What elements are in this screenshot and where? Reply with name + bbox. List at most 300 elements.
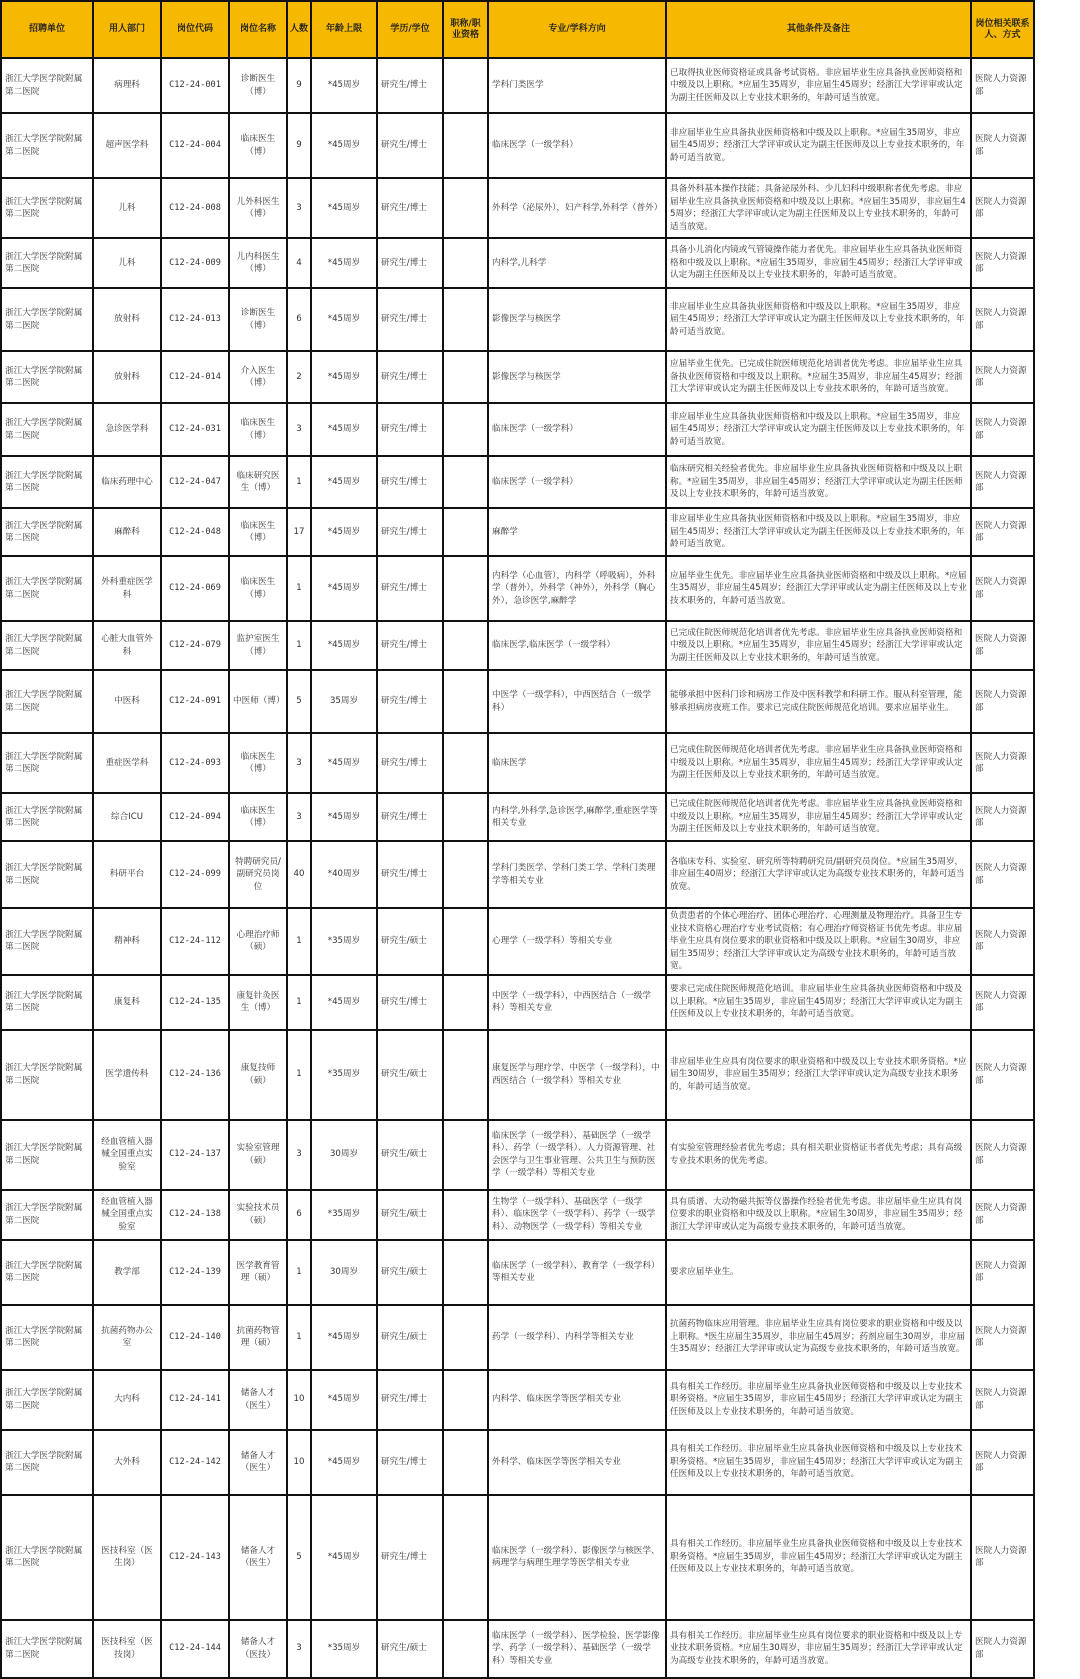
cell-headcount: 4 bbox=[287, 238, 311, 288]
cell-title-qualification bbox=[443, 1430, 488, 1495]
cell-education: 研究生/博士 bbox=[377, 556, 443, 621]
cell-age-limit: 30周岁 bbox=[311, 1240, 377, 1305]
cell-department: 重症医学科 bbox=[93, 733, 161, 793]
cell-title-qualification bbox=[443, 975, 488, 1030]
cell-remarks: 具备小儿消化内镜或气管镜操作能力者优先。非应届毕业生应具备执业医师资格和中级及以上职称。*应届生35周岁，非应届生45周岁；经浙江大学评审或认定为副主任医师及以上专业技术职务的，年龄可适当放宽。 bbox=[666, 238, 971, 288]
cell-position-name: 实验室管理（硕） bbox=[229, 1120, 287, 1190]
cell-age-limit: *35周岁 bbox=[311, 1030, 377, 1120]
cell-contact: 医院人力资源部 bbox=[971, 621, 1034, 670]
cell-title-qualification bbox=[443, 556, 488, 621]
cell-headcount: 1 bbox=[287, 456, 311, 508]
cell-remarks: 临床研究相关经验者优先。非应届毕业生应具备执业医师资格和中级及以上职称。*应届生35周岁，非应届生45周岁；经浙江大学评审或认定为副主任医师及以上专业技术职务的，年龄可适当放宽。 bbox=[666, 456, 971, 508]
cell-remarks: 要求应届毕业生。 bbox=[666, 1240, 971, 1305]
table-row bbox=[1, 351, 1034, 403]
cell-position-code: C12-24-014 bbox=[161, 351, 229, 403]
cell-unit: 浙江大学医学院附属第二医院 bbox=[1, 1305, 93, 1370]
cell-contact: 医院人力资源部 bbox=[971, 733, 1034, 793]
cell-remarks: 有实验室管理经验者优先考虑；具有相关职业资格证书者优先考虑；具有高级专业技术职务的优先考虑。 bbox=[666, 1120, 971, 1190]
cell-unit: 浙江大学医学院附属第二医院 bbox=[1, 288, 93, 351]
cell-contact: 医院人力资源部 bbox=[971, 975, 1034, 1030]
cell-major: 内科学,外科学,急诊医学,麻醉学,重症医学等相关专业 bbox=[488, 793, 666, 841]
cell-contact: 医院人力资源部 bbox=[971, 288, 1034, 351]
table-row bbox=[1, 238, 1034, 288]
cell-remarks: 已完成住院医师规范化培训者优先考虑。非应届毕业生应具备执业医师资格和中级及以上职称。*应届生35周岁，非应届生45周岁；经浙江大学评审或认定为副主任医师及以上专业技术职务的，年龄可适当放宽。 bbox=[666, 621, 971, 670]
cell-title-qualification bbox=[443, 288, 488, 351]
table-row bbox=[1, 1620, 1034, 1678]
cell-unit: 浙江大学医学院附属第二医院 bbox=[1, 975, 93, 1030]
cell-remarks: 具有相关工作经历。非应届毕业生应具备执业医师资格和中级及以上专业技术职务资格。*应届生35周岁，非应届生45周岁；经浙江大学评审或认定为副主任医师及以上专业技术职务的，年龄可适当放宽。 bbox=[666, 1495, 971, 1620]
cell-education: 研究生/硕士 bbox=[377, 1030, 443, 1120]
cell-unit: 浙江大学医学院附属第二医院 bbox=[1, 238, 93, 288]
cell-unit: 浙江大学医学院附属第二医院 bbox=[1, 1620, 93, 1678]
cell-position-code: C12-24-008 bbox=[161, 178, 229, 238]
cell-unit: 浙江大学医学院附属第二医院 bbox=[1, 733, 93, 793]
cell-headcount: 40 bbox=[287, 841, 311, 908]
cell-unit: 浙江大学医学院附属第二医院 bbox=[1, 621, 93, 670]
cell-title-qualification bbox=[443, 841, 488, 908]
cell-education: 研究生/博士 bbox=[377, 733, 443, 793]
cell-department: 教学部 bbox=[93, 1240, 161, 1305]
cell-education: 研究生/博士 bbox=[377, 288, 443, 351]
cell-position-code: C12-24-013 bbox=[161, 288, 229, 351]
cell-headcount: 1 bbox=[287, 908, 311, 975]
cell-department: 经血管植入器械全国重点实验室 bbox=[93, 1120, 161, 1190]
cell-major: 康复医学与理疗学、中医学（一级学科），中西医结合（一级学科）等相关专业 bbox=[488, 1030, 666, 1120]
cell-major: 内科学（心血管），内科学（呼吸病），外科学（普外），外科学（神外），外科学（胸心外），急诊医学,麻醉学 bbox=[488, 556, 666, 621]
column-header-contact: 岗位相关联系人、方式 bbox=[971, 1, 1034, 58]
cell-title-qualification bbox=[443, 670, 488, 733]
cell-major: 临床医学（一级学科） bbox=[488, 403, 666, 456]
cell-age-limit: *45周岁 bbox=[311, 793, 377, 841]
cell-position-code: C12-24-137 bbox=[161, 1120, 229, 1190]
cell-education: 研究生/博士 bbox=[377, 508, 443, 556]
table-row bbox=[1, 621, 1034, 670]
cell-major: 外科学、临床医学等医学相关专业 bbox=[488, 1430, 666, 1495]
column-header-unit: 招聘单位 bbox=[1, 1, 93, 58]
cell-contact: 医院人力资源部 bbox=[971, 670, 1034, 733]
cell-major: 影像医学与核医学 bbox=[488, 351, 666, 403]
table-row bbox=[1, 1370, 1034, 1430]
cell-education: 研究生/博士 bbox=[377, 1370, 443, 1430]
cell-education: 研究生/硕士 bbox=[377, 1620, 443, 1678]
cell-headcount: 9 bbox=[287, 113, 311, 178]
cell-education: 研究生/博士 bbox=[377, 403, 443, 456]
cell-major: 中医学（一级学科），中西医结合（一级学科）等相关专业 bbox=[488, 975, 666, 1030]
cell-position-code: C12-24-112 bbox=[161, 908, 229, 975]
cell-position-code: C12-24-094 bbox=[161, 793, 229, 841]
cell-remarks: 具有质谱、大动物磁共振等仪器操作经验者优先考虑。非应届毕业生应具有岗位要求的职业资格和中级及以上职称。*应届生30周岁，非应届生35周岁；经浙江大学评审或认定为高级专业技术职务的，年龄可适当放宽。 bbox=[666, 1190, 971, 1240]
cell-major: 学科门类医学、学科门类工学、学科门类理学等相关专业 bbox=[488, 841, 666, 908]
column-header-department: 用人部门 bbox=[93, 1, 161, 58]
cell-remarks: 各临床专科、实验室、研究所等特聘研究员/副研究员岗位。*应届生35周岁，非应届生40周岁；经浙江大学评审或认定为高级专业技术职务的，年龄可适当放宽。 bbox=[666, 841, 971, 908]
cell-remarks: 具有相关工作经历。非应届毕业生应具有岗位要求的职业资格和中级及以上专业技术职务资格。*应届生30周岁，非应届生35周岁；经浙江大学评审或认定为高级专业技术职务的，年龄可适当放宽。 bbox=[666, 1620, 971, 1678]
cell-education: 研究生/博士 bbox=[377, 670, 443, 733]
cell-unit: 浙江大学医学院附属第二医院 bbox=[1, 178, 93, 238]
table-row bbox=[1, 841, 1034, 908]
cell-contact: 医院人力资源部 bbox=[971, 238, 1034, 288]
cell-contact: 医院人力资源部 bbox=[971, 908, 1034, 975]
cell-major: 中医学（一级学科），中西医结合（一级学科） bbox=[488, 670, 666, 733]
cell-position-code: C12-24-135 bbox=[161, 975, 229, 1030]
cell-remarks: 已完成住院医师规范化培训者优先考虑。非应届毕业生应具备执业医师资格和中级及以上职称。*应届生35周岁，非应届生45周岁；经浙江大学评审或认定为副主任医师及以上专业技术职务的，年龄可适当放宽。 bbox=[666, 733, 971, 793]
cell-education: 研究生/博士 bbox=[377, 975, 443, 1030]
cell-major: 临床医学（一级学科）、医学检验、医学影像学、药学（一级学科）、基础医学（一级学科）等相关专业 bbox=[488, 1620, 666, 1678]
cell-age-limit: *45周岁 bbox=[311, 238, 377, 288]
cell-contact: 医院人力资源部 bbox=[971, 113, 1034, 178]
cell-remarks: 具有相关工作经历。非应届毕业生应具备执业医师资格和中级及以上专业技术职务资格。*应届生35周岁，非应届生45周岁；经浙江大学评审或认定为副主任医师及以上专业技术职务的，年龄可适当放宽。 bbox=[666, 1370, 971, 1430]
table-row bbox=[1, 793, 1034, 841]
table-row bbox=[1, 908, 1034, 975]
cell-remarks: 已取得执业医师资格证或具备考试资格。非应届毕业生应具备执业医师资格和中级及以上职称。*应届生35周岁，非应届生45周岁；经浙江大学评审或认定为副主任医师及以上专业技术职务的，年龄可适当放宽。 bbox=[666, 58, 971, 113]
cell-department: 医学遗传科 bbox=[93, 1030, 161, 1120]
cell-unit: 浙江大学医学院附属第二医院 bbox=[1, 508, 93, 556]
cell-major: 外科学（泌尿外），妇产科学,外科学（普外） bbox=[488, 178, 666, 238]
cell-headcount: 17 bbox=[287, 508, 311, 556]
cell-contact: 医院人力资源部 bbox=[971, 1305, 1034, 1370]
cell-contact: 医院人力资源部 bbox=[971, 403, 1034, 456]
cell-age-limit: *45周岁 bbox=[311, 975, 377, 1030]
column-header-major: 专业/学科方向 bbox=[488, 1, 666, 58]
cell-major: 麻醉学 bbox=[488, 508, 666, 556]
cell-headcount: 3 bbox=[287, 733, 311, 793]
cell-major: 内科学、临床医学等医学相关专业 bbox=[488, 1370, 666, 1430]
cell-position-name: 临床医生（博） bbox=[229, 403, 287, 456]
cell-title-qualification bbox=[443, 1030, 488, 1120]
cell-headcount: 1 bbox=[287, 1240, 311, 1305]
cell-education: 研究生/硕士 bbox=[377, 908, 443, 975]
cell-major: 生物学（一级学科）、基础医学（一级学科）、临床医学（一级学科）、药学（一级学科）、动物医学（一级学科）等相关专业 bbox=[488, 1190, 666, 1240]
cell-headcount: 2 bbox=[287, 351, 311, 403]
cell-headcount: 3 bbox=[287, 178, 311, 238]
cell-title-qualification bbox=[443, 113, 488, 178]
cell-title-qualification bbox=[443, 733, 488, 793]
cell-title-qualification bbox=[443, 1495, 488, 1620]
cell-age-limit: *45周岁 bbox=[311, 1370, 377, 1430]
cell-age-limit: *45周岁 bbox=[311, 1430, 377, 1495]
cell-contact: 医院人力资源部 bbox=[971, 1370, 1034, 1430]
cell-major: 临床医学,临床医学（一级学科） bbox=[488, 621, 666, 670]
cell-age-limit: *45周岁 bbox=[311, 288, 377, 351]
cell-education: 研究生/硕士 bbox=[377, 1120, 443, 1190]
cell-position-name: 储备人才（医技） bbox=[229, 1620, 287, 1678]
cell-contact: 医院人力资源部 bbox=[971, 456, 1034, 508]
cell-position-name: 临床医生（博） bbox=[229, 733, 287, 793]
cell-contact: 医院人力资源部 bbox=[971, 508, 1034, 556]
cell-unit: 浙江大学医学院附属第二医院 bbox=[1, 1030, 93, 1120]
cell-remarks: 应届毕业生优先。非应届毕业生应具备执业医师资格和中级及以上职称。*应届生35周岁，非应届生45周岁；经浙江大学评审或认定为副主任医师及以上专业技术职务的，年龄可适当放宽。 bbox=[666, 556, 971, 621]
cell-contact: 医院人力资源部 bbox=[971, 178, 1034, 238]
cell-unit: 浙江大学医学院附属第二医院 bbox=[1, 1240, 93, 1305]
table-row bbox=[1, 1120, 1034, 1190]
cell-remarks: 负责患者的个体心理治疗、团体心理治疗、心理测量及物理治疗。具备卫生专业技术资格心理治疗专业考试资格；有心理治疗师资格证书优先考虑。非应届毕业生应具有岗位要求的职业资格和中级及以上职称。*应届生30周岁，非应届生35周岁；经浙江大学评审或认定为高级专业技术职务的，年龄可适当放宽。 bbox=[666, 908, 971, 975]
cell-position-code: C12-24-143 bbox=[161, 1495, 229, 1620]
cell-position-code: C12-24-091 bbox=[161, 670, 229, 733]
cell-headcount: 5 bbox=[287, 670, 311, 733]
cell-headcount: 10 bbox=[287, 1370, 311, 1430]
table-row bbox=[1, 508, 1034, 556]
column-header-age-limit: 年龄上限 bbox=[311, 1, 377, 58]
cell-contact: 医院人力资源部 bbox=[971, 1495, 1034, 1620]
cell-unit: 浙江大学医学院附属第二医院 bbox=[1, 456, 93, 508]
cell-position-code: C12-24-009 bbox=[161, 238, 229, 288]
cell-position-code: C12-24-144 bbox=[161, 1620, 229, 1678]
cell-remarks: 应届毕业生优先。已完成住院医师规范化培训者优先考虑。非应届毕业生应具备执业医师资格和中级及以上职称。*应届生35周岁，非应届生45周岁；经浙江大学评审或认定为副主任医师及以上专业技术职务的，年龄可适当放宽。 bbox=[666, 351, 971, 403]
cell-department: 医技科室（医生岗） bbox=[93, 1495, 161, 1620]
cell-title-qualification bbox=[443, 1190, 488, 1240]
cell-headcount: 3 bbox=[287, 1620, 311, 1678]
cell-position-code: C12-24-079 bbox=[161, 621, 229, 670]
cell-education: 研究生/博士 bbox=[377, 238, 443, 288]
cell-remarks: 非应届毕业生应具备执业医师资格和中级及以上职称。*应届生35周岁，非应届生45周岁；经浙江大学评审或认定为副主任医师及以上专业技术职务的，年龄可适当放宽。 bbox=[666, 403, 971, 456]
cell-unit: 浙江大学医学院附属第二医院 bbox=[1, 1370, 93, 1430]
cell-position-code: C12-24-004 bbox=[161, 113, 229, 178]
cell-department: 儿科 bbox=[93, 178, 161, 238]
column-header-headcount: 人数 bbox=[287, 1, 311, 58]
cell-unit: 浙江大学医学院附属第二医院 bbox=[1, 58, 93, 113]
table-row bbox=[1, 113, 1034, 178]
cell-headcount: 10 bbox=[287, 1430, 311, 1495]
table-row bbox=[1, 58, 1034, 113]
cell-education: 研究生/博士 bbox=[377, 793, 443, 841]
cell-title-qualification bbox=[443, 793, 488, 841]
cell-education: 研究生/博士 bbox=[377, 351, 443, 403]
table-row bbox=[1, 670, 1034, 733]
cell-contact: 医院人力资源部 bbox=[971, 1190, 1034, 1240]
cell-position-code: C12-24-001 bbox=[161, 58, 229, 113]
cell-contact: 医院人力资源部 bbox=[971, 793, 1034, 841]
cell-title-qualification bbox=[443, 351, 488, 403]
cell-education: 研究生/博士 bbox=[377, 113, 443, 178]
cell-position-name: 临床研究医生（博） bbox=[229, 456, 287, 508]
cell-contact: 医院人力资源部 bbox=[971, 841, 1034, 908]
cell-contact: 医院人力资源部 bbox=[971, 1430, 1034, 1495]
cell-position-code: C12-24-138 bbox=[161, 1190, 229, 1240]
cell-position-code: C12-24-048 bbox=[161, 508, 229, 556]
cell-age-limit: *45周岁 bbox=[311, 456, 377, 508]
cell-department: 超声医学科 bbox=[93, 113, 161, 178]
cell-remarks: 非应届毕业生应具备执业医师资格和中级及以上职称。*应届生35周岁，非应届生45周岁；经浙江大学评审或认定为副主任医师及以上专业技术职务的，年龄可适当放宽。 bbox=[666, 508, 971, 556]
cell-age-limit: 35周岁 bbox=[311, 670, 377, 733]
cell-department: 医技科室（医技岗） bbox=[93, 1620, 161, 1678]
cell-department: 儿科 bbox=[93, 238, 161, 288]
cell-education: 研究生/博士 bbox=[377, 841, 443, 908]
cell-department: 大外科 bbox=[93, 1430, 161, 1495]
cell-age-limit: 30周岁 bbox=[311, 1120, 377, 1190]
cell-age-limit: *35周岁 bbox=[311, 908, 377, 975]
cell-age-limit: *45周岁 bbox=[311, 178, 377, 238]
table-row bbox=[1, 733, 1034, 793]
cell-remarks: 非应届毕业生应具有岗位要求的职业资格和中级及以上专业技术职务资格。*应届生30周岁，非应届生35周岁；经浙江大学评审或认定为高级专业技术职务的，年龄可适当放宽。 bbox=[666, 1030, 971, 1120]
table-row bbox=[1, 1030, 1034, 1120]
cell-major: 内科学,儿科学 bbox=[488, 238, 666, 288]
table-row bbox=[1, 975, 1034, 1030]
cell-remarks: 具备外科基本操作技能；具备泌尿外科、少儿妇科中级职称者优先考虑。非应届毕业生应具备执业医师资格和中级及以上职称。*应届生35周岁，非应届生45周岁；经浙江大学评审或认定为副主任医师及以上专业技术职务的，年龄可适当放宽。 bbox=[666, 178, 971, 238]
cell-department: 急诊医学科 bbox=[93, 403, 161, 456]
cell-remarks: 能够承担中医科门诊和病房工作及中医科教学和科研工作。服从科室管理，能够承担病房夜班工作。要求已完成住院医师规范化培训。要求应届毕业生。 bbox=[666, 670, 971, 733]
cell-position-code: C12-24-069 bbox=[161, 556, 229, 621]
cell-remarks: 已完成住院医师规范化培训者优先考虑。非应届毕业生应具备执业医师资格和中级及以上职称。*应届生35周岁，非应届生45周岁；经浙江大学评审或认定为副主任医师及以上专业技术职务的，年龄可适当放宽。 bbox=[666, 793, 971, 841]
cell-department: 中医科 bbox=[93, 670, 161, 733]
cell-position-name: 储备人才（医生） bbox=[229, 1495, 287, 1620]
cell-contact: 医院人力资源部 bbox=[971, 1240, 1034, 1305]
column-header-position-code: 岗位代码 bbox=[161, 1, 229, 58]
cell-major: 药学（一级学科）、内科学等相关专业 bbox=[488, 1305, 666, 1370]
cell-position-code: C12-24-139 bbox=[161, 1240, 229, 1305]
cell-headcount: 1 bbox=[287, 975, 311, 1030]
cell-education: 研究生/博士 bbox=[377, 621, 443, 670]
cell-age-limit: *45周岁 bbox=[311, 58, 377, 113]
cell-remarks: 具有相关工作经历。非应届毕业生应具备执业医师资格和中级及以上专业技术职务资格。*应届生35周岁，非应届生45周岁；经浙江大学评审或认定为副主任医师及以上专业技术职务的，年龄可适当放宽。 bbox=[666, 1430, 971, 1495]
cell-remarks: 抗菌药物临床应用管理。非应届毕业生应具有岗位要求的职业资格和中级及以上职称。*医生应届生35周岁，非应届生45周岁；药剂应届生30周岁，非应届生35周岁；经浙江大学评审或认定为高级专业技术职务的，年龄可适当放宽。 bbox=[666, 1305, 971, 1370]
cell-age-limit: *45周岁 bbox=[311, 113, 377, 178]
cell-position-name: 临床医生（博） bbox=[229, 556, 287, 621]
cell-unit: 浙江大学医学院附属第二医院 bbox=[1, 1120, 93, 1190]
cell-position-name: 临床医生（博） bbox=[229, 508, 287, 556]
cell-position-name: 诊断医生（博） bbox=[229, 288, 287, 351]
cell-age-limit: *45周岁 bbox=[311, 1305, 377, 1370]
cell-position-name: 儿外科医生（博） bbox=[229, 178, 287, 238]
cell-remarks: 非应届毕业生应具备执业医师资格和中级及以上职称。*应届生35周岁，非应届生45周岁；经浙江大学评审或认定为副主任医师及以上专业技术职务的，年龄可适当放宽。 bbox=[666, 288, 971, 351]
table-row bbox=[1, 1495, 1034, 1620]
cell-major: 临床医学（一级学科） bbox=[488, 456, 666, 508]
cell-unit: 浙江大学医学院附属第二医院 bbox=[1, 841, 93, 908]
cell-headcount: 3 bbox=[287, 793, 311, 841]
cell-headcount: 1 bbox=[287, 1030, 311, 1120]
cell-remarks: 要求已完成住院医师规范化培训。非应届毕业生应具备执业医师资格和中级及以上职称。*应届生35周岁，非应届生45周岁；经浙江大学评审或认定为副主任医师及以上专业技术职务的，年龄可适当放宽。 bbox=[666, 975, 971, 1030]
cell-education: 研究生/博士 bbox=[377, 58, 443, 113]
cell-education: 研究生/硕士 bbox=[377, 1240, 443, 1305]
cell-position-name: 临床医生（博） bbox=[229, 793, 287, 841]
table-row bbox=[1, 456, 1034, 508]
cell-contact: 医院人力资源部 bbox=[971, 1120, 1034, 1190]
cell-headcount: 6 bbox=[287, 288, 311, 351]
cell-unit: 浙江大学医学院附属第二医院 bbox=[1, 1190, 93, 1240]
cell-position-code: C12-24-031 bbox=[161, 403, 229, 456]
cell-major: 影像医学与核医学 bbox=[488, 288, 666, 351]
column-header-education: 学历/学位 bbox=[377, 1, 443, 58]
cell-position-name: 康复技师（硕） bbox=[229, 1030, 287, 1120]
cell-position-code: C12-24-141 bbox=[161, 1370, 229, 1430]
cell-age-limit: *45周岁 bbox=[311, 556, 377, 621]
cell-unit: 浙江大学医学院附属第二医院 bbox=[1, 556, 93, 621]
cell-title-qualification bbox=[443, 58, 488, 113]
cell-department: 放射科 bbox=[93, 288, 161, 351]
cell-contact: 医院人力资源部 bbox=[971, 556, 1034, 621]
cell-age-limit: *45周岁 bbox=[311, 1495, 377, 1620]
cell-position-name: 医学教育管理（硕） bbox=[229, 1240, 287, 1305]
cell-position-code: C12-24-099 bbox=[161, 841, 229, 908]
cell-age-limit: *35周岁 bbox=[311, 1190, 377, 1240]
cell-education: 研究生/硕士 bbox=[377, 1305, 443, 1370]
cell-education: 研究生/博士 bbox=[377, 456, 443, 508]
cell-position-name: 康复针灸医生（博） bbox=[229, 975, 287, 1030]
cell-remarks: 非应届毕业生应具备执业医师资格和中级及以上职称。*应届生35周岁，非应届生45周岁；经浙江大学评审或认定为副主任医师及以上专业技术职务的，年龄可适当放宽。 bbox=[666, 113, 971, 178]
cell-position-name: 抗菌药物管理（硕） bbox=[229, 1305, 287, 1370]
cell-position-code: C12-24-140 bbox=[161, 1305, 229, 1370]
cell-headcount: 3 bbox=[287, 403, 311, 456]
cell-headcount: 1 bbox=[287, 556, 311, 621]
table-row bbox=[1, 1305, 1034, 1370]
cell-major: 心理学（一级学科）等相关专业 bbox=[488, 908, 666, 975]
cell-position-name: 临床医生（博） bbox=[229, 113, 287, 178]
table-row bbox=[1, 178, 1034, 238]
cell-education: 研究生/博士 bbox=[377, 178, 443, 238]
cell-position-code: C12-24-047 bbox=[161, 456, 229, 508]
cell-unit: 浙江大学医学院附属第二医院 bbox=[1, 351, 93, 403]
cell-unit: 浙江大学医学院附属第二医院 bbox=[1, 908, 93, 975]
cell-department: 麻醉科 bbox=[93, 508, 161, 556]
cell-department: 病理科 bbox=[93, 58, 161, 113]
cell-department: 经血管植入器械全国重点实验室 bbox=[93, 1190, 161, 1240]
cell-headcount: 9 bbox=[287, 58, 311, 113]
cell-major: 临床医学（一级学科）、基础医学（一级学科）、药学（一级学科）、人力资源管理、社会医学与卫生事业管理、公共卫生与预防医学（一级学科）等相关专业 bbox=[488, 1120, 666, 1190]
cell-position-name: 储备人才（医生） bbox=[229, 1370, 287, 1430]
cell-headcount: 6 bbox=[287, 1190, 311, 1240]
cell-age-limit: *35周岁 bbox=[311, 1620, 377, 1678]
cell-position-name: 心理治疗师（硕） bbox=[229, 908, 287, 975]
cell-title-qualification bbox=[443, 403, 488, 456]
cell-title-qualification bbox=[443, 508, 488, 556]
cell-unit: 浙江大学医学院附属第二医院 bbox=[1, 113, 93, 178]
cell-position-code: C12-24-093 bbox=[161, 733, 229, 793]
cell-age-limit: *45周岁 bbox=[311, 733, 377, 793]
table-row bbox=[1, 288, 1034, 351]
cell-position-name: 储备人才（医生） bbox=[229, 1430, 287, 1495]
cell-major: 学科门类医学 bbox=[488, 58, 666, 113]
cell-headcount: 1 bbox=[287, 621, 311, 670]
cell-contact: 医院人力资源部 bbox=[971, 1620, 1034, 1678]
cell-department: 心脏大血管外科 bbox=[93, 621, 161, 670]
cell-major: 临床医学（一级学科）、影像医学与核医学、病理学与病理生理学等医学相关专业 bbox=[488, 1495, 666, 1620]
cell-unit: 浙江大学医学院附属第二医院 bbox=[1, 403, 93, 456]
table-row bbox=[1, 403, 1034, 456]
cell-unit: 浙江大学医学院附属第二医院 bbox=[1, 793, 93, 841]
cell-position-code: C12-24-136 bbox=[161, 1030, 229, 1120]
cell-title-qualification bbox=[443, 908, 488, 975]
cell-headcount: 1 bbox=[287, 1305, 311, 1370]
cell-contact: 医院人力资源部 bbox=[971, 1030, 1034, 1120]
table-row bbox=[1, 1190, 1034, 1240]
cell-age-limit: *45周岁 bbox=[311, 508, 377, 556]
cell-department: 外科重症医学科 bbox=[93, 556, 161, 621]
table-row bbox=[1, 1430, 1034, 1495]
cell-department: 放射科 bbox=[93, 351, 161, 403]
cell-department: 临床药理中心 bbox=[93, 456, 161, 508]
cell-title-qualification bbox=[443, 178, 488, 238]
cell-title-qualification bbox=[443, 1620, 488, 1678]
cell-position-name: 介入医生（博） bbox=[229, 351, 287, 403]
column-header-position-name: 岗位名称 bbox=[229, 1, 287, 58]
cell-education: 研究生/博士 bbox=[377, 1430, 443, 1495]
cell-title-qualification bbox=[443, 1305, 488, 1370]
cell-headcount: 5 bbox=[287, 1495, 311, 1620]
cell-department: 科研平台 bbox=[93, 841, 161, 908]
cell-major: 临床医学（一级学科）、教育学（一级学科）等相关专业 bbox=[488, 1240, 666, 1305]
cell-position-name: 中医师（博） bbox=[229, 670, 287, 733]
cell-position-name: 监护室医生（博） bbox=[229, 621, 287, 670]
cell-title-qualification bbox=[443, 1240, 488, 1305]
cell-age-limit: *45周岁 bbox=[311, 351, 377, 403]
cell-contact: 医院人力资源部 bbox=[971, 351, 1034, 403]
cell-position-name: 特聘研究员/副研究员岗位 bbox=[229, 841, 287, 908]
cell-unit: 浙江大学医学院附属第二医院 bbox=[1, 1430, 93, 1495]
cell-education: 研究生/博士 bbox=[377, 1495, 443, 1620]
cell-position-code: C12-24-142 bbox=[161, 1430, 229, 1495]
cell-title-qualification bbox=[443, 1120, 488, 1190]
cell-age-limit: *40周岁 bbox=[311, 841, 377, 908]
cell-unit: 浙江大学医学院附属第二医院 bbox=[1, 1495, 93, 1620]
cell-age-limit: *45周岁 bbox=[311, 403, 377, 456]
